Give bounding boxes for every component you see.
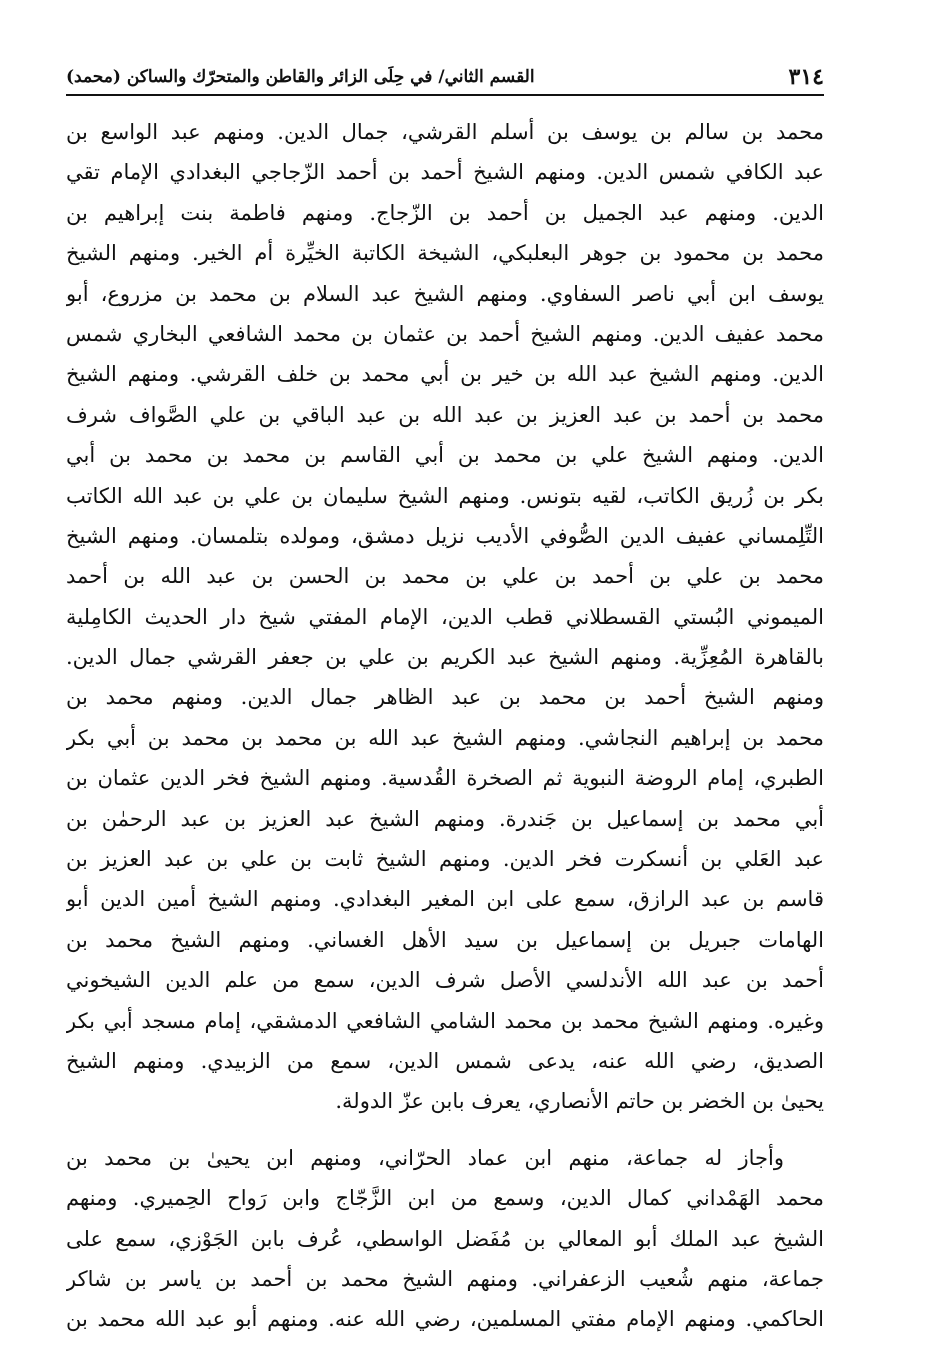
text-line: التِّلِمساني عفيف الدين الصُّوفي الأديب نزيل دمشق، ومولده بتلمسان. ومنهم الشيخ [66,523,824,548]
text-line: محمد بن أحمد بن عبد العزيز بن عبد الله بن عبد الباقي بن علي الصَّواف شرف [66,402,824,427]
text-line: الدين. ومنهم الشيخ عبد الله بن خير بن أبي محمد بن خلف القرشي. ومنهم الشيخ [66,362,824,387]
text-line: محمد بن علي بن أحمد بن علي بن محمد بن الحسن بن عبد الله بن أحمد [66,564,824,589]
text-line: الميموني البُستي القسطلاني قطب الدين، الإمام المفتي شيخ دار الحديث الكامِلية [66,604,824,629]
running-title: القسم الثاني/ في حِلَى الزائر والقاطن والمتحرّك والساكن (محمد) [66,67,535,87]
text-line: محمد بن محمود بن جوهر البعلبكي، الشيخة الكاتبة الخيِّرة أم الخير. ومنهم الشيخ [66,241,824,266]
text-line: محمد بن سالم بن يوسف بن أسلم القرشي، جمال الدين. ومنهم عبد الواسع بن [66,120,824,144]
text-line: الصديق، رضي الله عنه، يدعى شمس الدين، سمع من الزبيدي. ومنهم الشيخ [66,1048,824,1073]
page-header [66,60,824,96]
text-line: يوسف ابن أبي ناصر السفاوي. ومنهم الشيخ عبد السلام بن محمد بن مزروع، أبو [66,281,824,306]
text-line: يحيىٰ بن الخضر بن حاتم الأنصاري، يعرف بابن عزّ الدولة. [335,1089,824,1114]
text-line: جماعة، منهم شُعيب الزعفراني. ومنهم الشيخ محمد بن أحمد بن ياسر بن شاكر [66,1266,824,1291]
text-line: بكر بن زُريق الكاتب، لقيه بتونس. ومنهم الشيخ سليمان بن علي بن عبد الله الكاتب [66,483,824,508]
text-line: الهامات جبريل بن إسماعيل بن سيد الأهل الغساني. ومنهم الشيخ محمد بن [66,927,824,952]
paragraph-2 [66,1138,824,1340]
text-line: وأجاز له جماعة، منهم ابن عماد الحرّاني، ومنهم ابن يحيىٰ بن محمد بن [66,1145,784,1170]
text-line: عبد الكافي شمس الدين. ومنهم الشيخ أحمد بن أحمد الزّجاجي البغدادي الإمام تقي [66,160,824,185]
text-line: محمد بن إبراهيم النجاشي. ومنهم الشيخ عبد الله بن محمد بن محمد بن أبي بكر [66,725,824,750]
text-line: أبي محمد بن إسماعيل بن جَندرة. ومنهم الشيخ عبد العزيز بن عبد الرحمٰن بن [66,806,824,831]
text-line: قاسم بن عبد الرازق، سمع على ابن المغير البغدادي. ومنهم الشيخ أمين الدين أبو [66,887,824,912]
text-line: أحمد بن عبد الله الأندلسي الأصل شرف الدين، سمع من علم الدين الشيخوني [66,968,824,993]
text-line: بالقاهرة المُعِزِّية. ومنهم الشيخ عبد الكريم بن علي بن جعفر القرشي جمال الدين. [66,645,824,670]
page-number: ٣١٤ [788,64,824,90]
text-line: وغيره. ومنهم الشيخ محمد بن محمد الشامي الشافعي الدمشقي، إمام مسجد أبي بكر [66,1008,824,1033]
body-text [66,112,824,1340]
text-line: عبد العَلي بن أنسكرت فخر الدين. ومنهم الشيخ ثابت بن علي بن عبد العزيز بن [66,847,824,872]
text-line: الدين. ومنهم الشيخ علي بن محمد بن أبي القاسم بن محمد بن محمد بن أبي [66,443,824,468]
text-line: ومنهم الشيخ أحمد بن محمد بن عبد الظاهر جمال الدين. ومنهم محمد بن [66,685,824,710]
text-line: الطبري، إمام الروضة النبوية ثم الصخرة القُدسية. ومنهم الشيخ فخر الدين عثمان بن [66,766,824,791]
text-line: الدين. ومنهم عبد الجميل بن أحمد بن الزّجاج. ومنهم فاطمة بنت إبراهيم بن [66,200,824,225]
text-line: الشيخ عبد الملك أبو المعالي بن مُفَضل الواسطي، عُرف بابن الجَوْزي، سمع على [66,1226,824,1251]
text-line: الحاكمي. ومنهم الإمام مفتي المسلمين، رضي الله عنه. ومنهم أبو عبد الله محمد بن [66,1307,824,1332]
text-line: محمد عفيف الدين. ومنهم الشيخ أحمد بن عثمان بن محمد الشافعي البخاري شمس [66,321,824,346]
paragraph-spacer [66,1122,824,1138]
paragraph-1 [66,112,824,1122]
text-line: محمد الهَمْداني كمال الدين، وسمع من ابن الزَّجّاج وابن رَواح الحِميري. ومنهم [66,1186,824,1211]
